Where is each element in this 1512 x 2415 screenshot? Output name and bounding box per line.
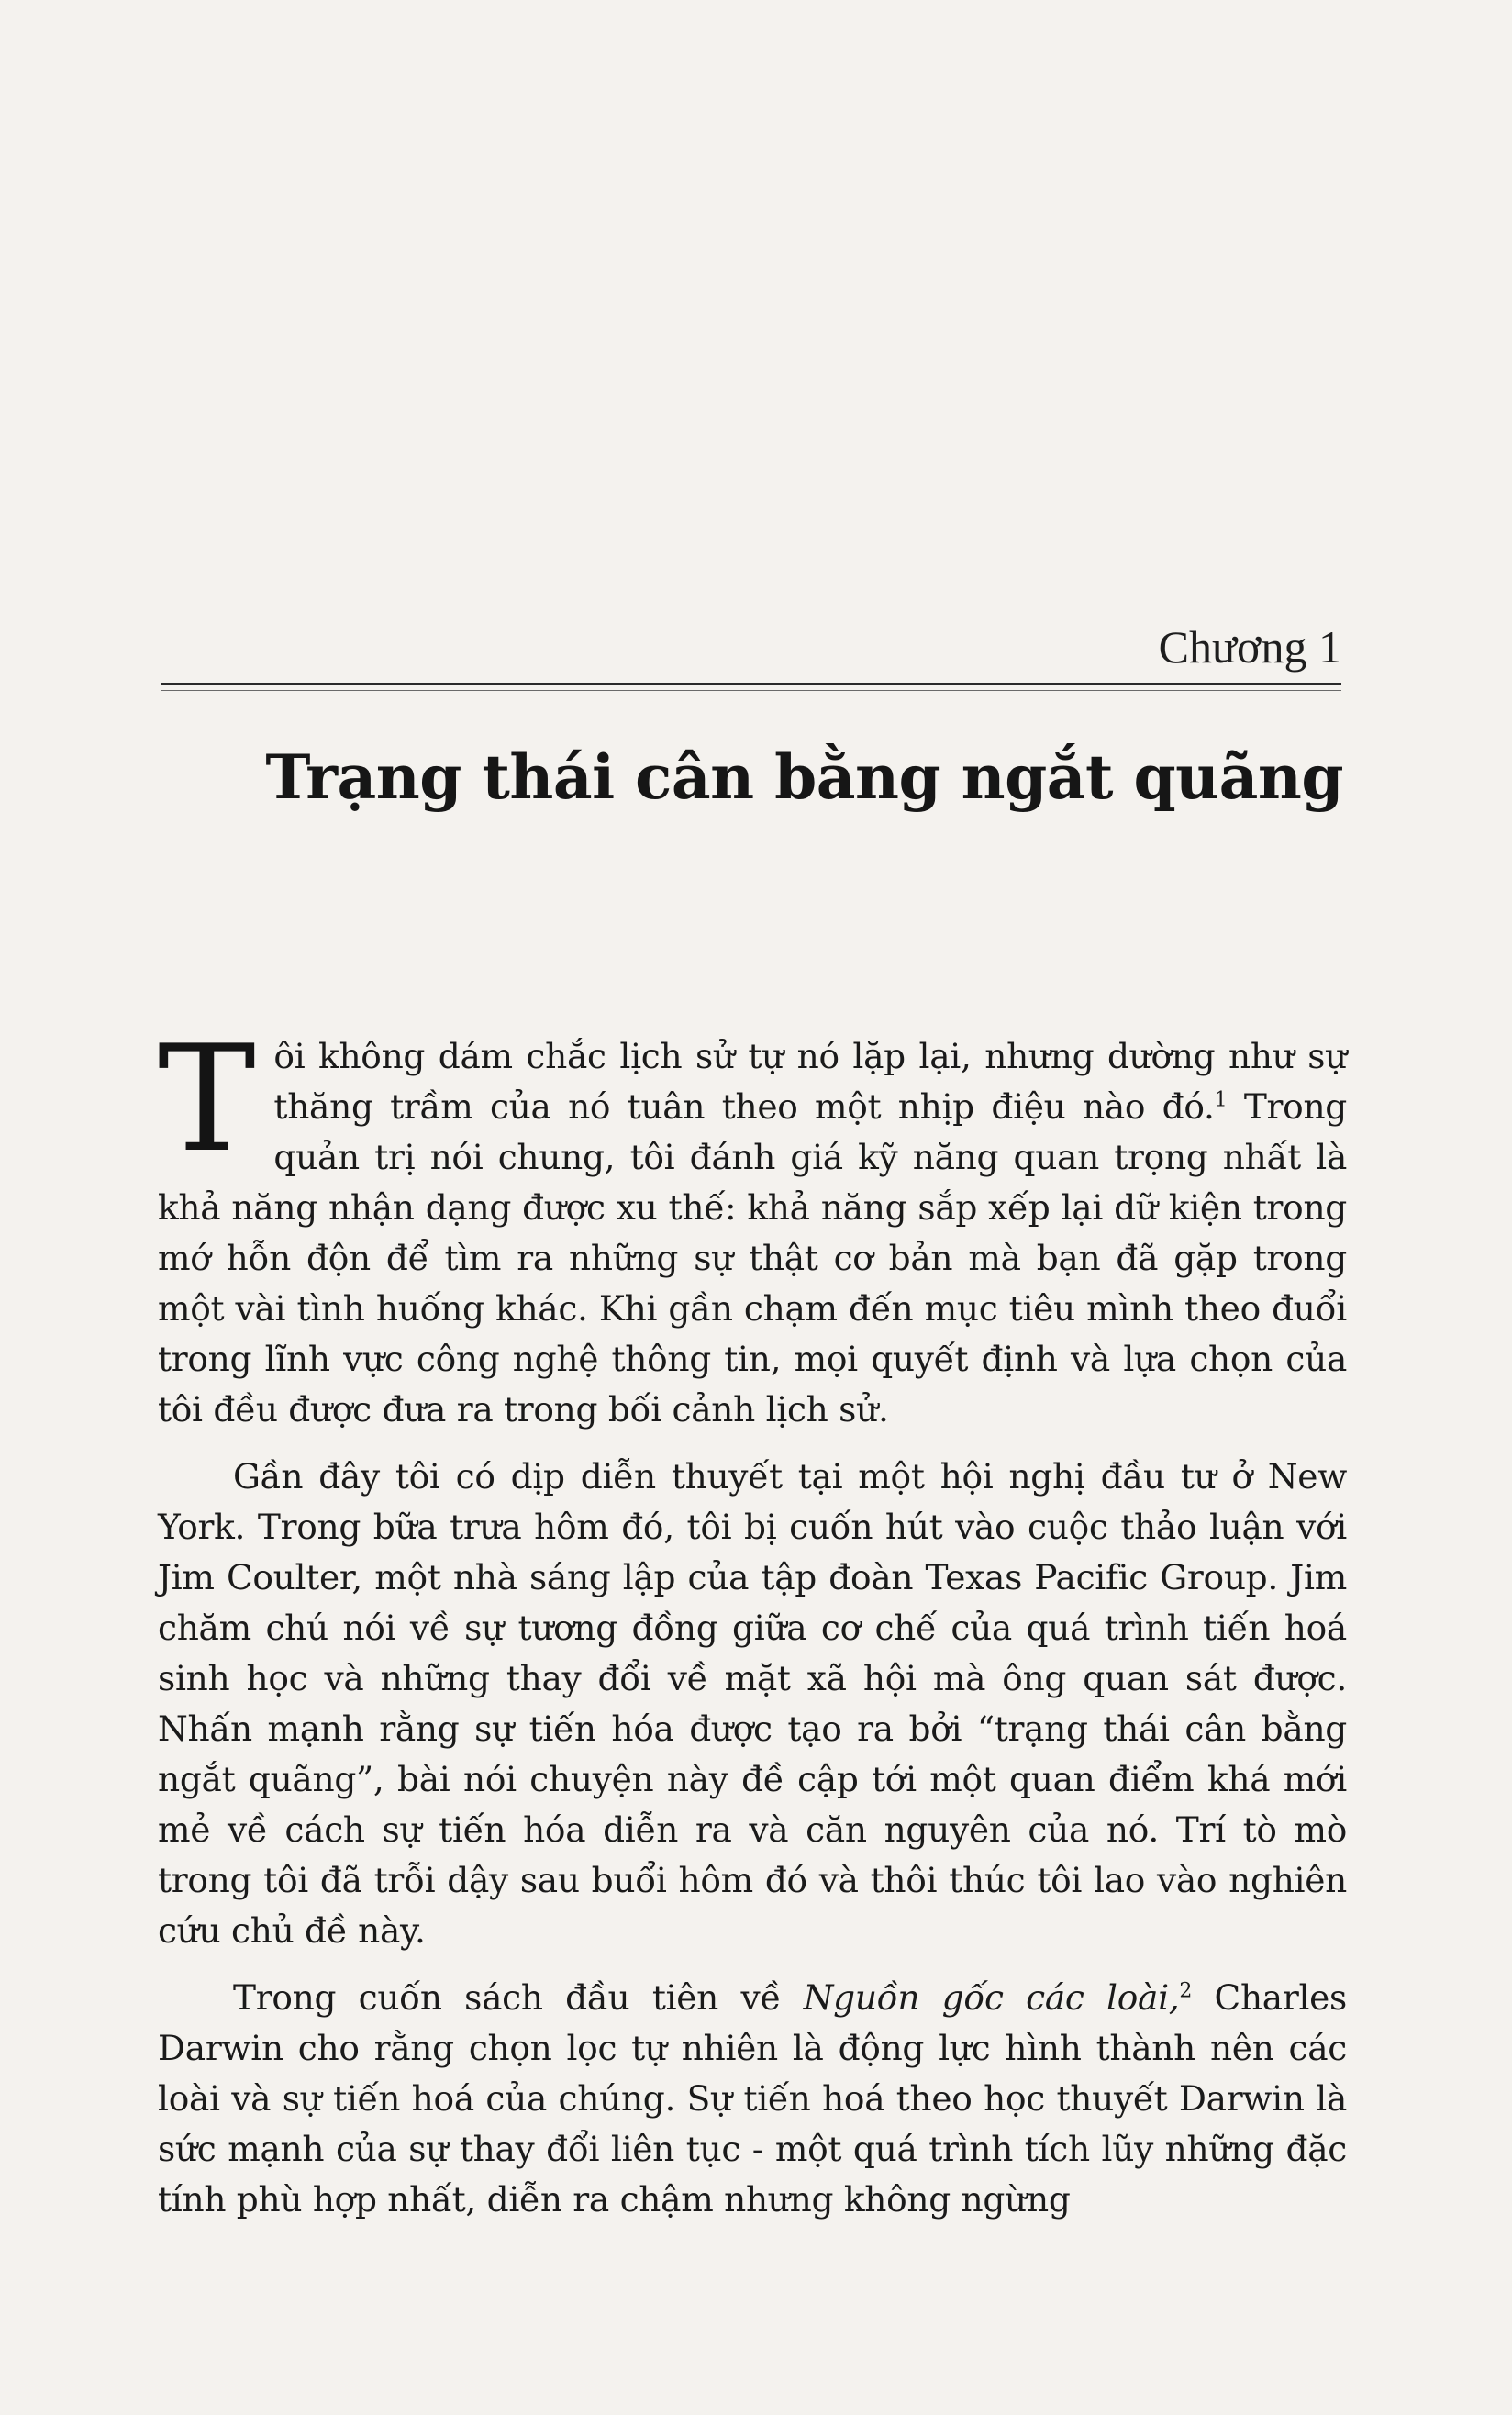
paragraph-3 — [158, 1973, 1347, 2225]
chapter-label: Chương 1 — [1158, 621, 1341, 673]
paragraph-1-text: ôi không dám chắc lịch sử tự nó lặp lại, nhưng dường như sự thăng trầm của nó tuân theo một nhịp điệu nào đó. — [273, 1036, 1347, 1127]
book-title-italic: Nguồn gốc các loài, — [803, 1977, 1180, 2018]
chapter-rule — [161, 683, 1341, 685]
chapter-title: Trạng thái cân bằng ngắt quãng — [265, 741, 1343, 813]
drop-cap: T — [158, 1013, 256, 1185]
body-text — [158, 1013, 1348, 2225]
paragraph-2-text: Gần đây tôi có dịp diễn thuyết tại một hội nghị đầu tư ở New York. Trong bữa trưa hôm đó, tôi bị cuốn hút vào cuộc thảo luận với Jim Coulter, một nhà sáng lập của tập đoàn Texas Pacific Group. Jim chăm chú nói về sự tương đồng giữa cơ chế của quá trình tiến hoá sinh học và những thay đổi về mặt xã hội mà ông quan sát được. Nhấn mạnh rằng sự tiến hóa được tạo ra bởi “trạng thái cân bằng ngắt quãng”, bài nói chuyện này đề cập tới một quan điểm khá mới mẻ về cách sự tiến hóa diễn ra và căn nguyên của nó. Trí tò mò trong tôi đã trỗi dậy sau buổi hôm đó và thôi thúc tôi lao vào nghiên cứu chủ đề này. — [158, 1456, 1347, 1951]
footnote-marker-1: 1 — [1214, 1088, 1228, 1112]
chapter-rule-thin — [161, 690, 1341, 691]
paragraph-1b-text: Trong quản trị nói chung, tôi đánh giá kỹ năng quan trọng nhất là khả năng nhận dạng được xu thế: khả năng sắp xếp lại dữ kiện trong mớ hỗn độn để tìm ra những sự thật cơ bản mà bạn đã gặp trong một vài tình huống khác. Khi gần chạm đến mục tiêu mình theo đuổi trong lĩnh vực công nghệ thông tin, mọi quyết định và lựa chọn của tôi đều được đưa ra trong bối cảnh lịch sử. — [158, 1086, 1348, 1430]
paragraph-1 — [158, 1013, 1348, 1435]
paragraph-3-after: Charles Darwin cho rằng chọn lọc tự nhiên là động lực hình thành nên các loài và sự tiến hoá của chúng. Sự tiến hoá theo học thuyết Darwin là sức mạnh của sự thay đổi liên tục - một quá trình tích lũy những đặc tính phù hợp nhất, diễn ra chậm nhưng không ngừng — [158, 1977, 1348, 2220]
paragraph-2 — [158, 1452, 1347, 1956]
footnote-marker-2: 2 — [1179, 1979, 1193, 2003]
paragraph-3-before: Trong cuốn sách đầu tiên về — [233, 1977, 804, 2018]
bleed-through-header — [312, 108, 323, 143]
